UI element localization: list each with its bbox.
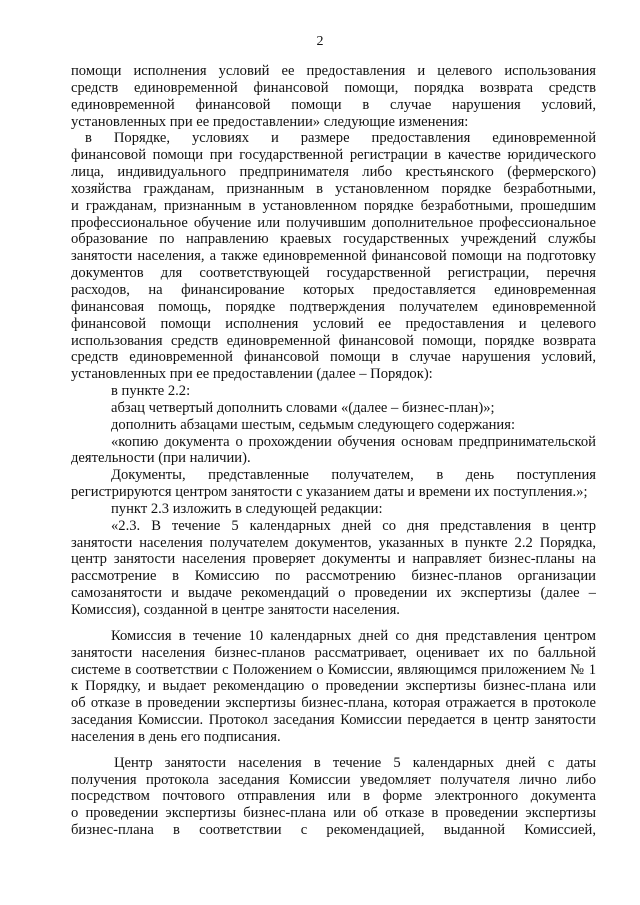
text-line: «копию документа о прохождении обучения основам предпринимательской — [111, 433, 596, 450]
text-line: установленных при ее предоставлении (далее – Порядок): — [71, 366, 433, 383]
text-line: расходов, на финансирование которых предоставляется единовременная — [71, 281, 596, 298]
text-line: Комиссия), созданной в центре занятости населения. — [71, 602, 400, 618]
document-body — [71, 63, 596, 839]
text-line: заседания Комиссии. Протокол заседания Комиссии передается в центр занятости — [71, 712, 596, 729]
text-line: получения протокола заседания Комиссии уведомляет получателя лично либо — [71, 771, 596, 788]
text-line: занятости населения, а также единовременной финансовой помощи на подготовку — [71, 248, 596, 265]
text-line: профессиональное обучение или получившим дополнительное профессиональное — [71, 214, 596, 231]
text-line: лица, индивидуального предпринимателя либо крестьянского (фермерского) — [71, 164, 596, 181]
text-line: о проведении экспертизы бизнес-плана или об отказе в проведении экспертизы — [71, 805, 596, 822]
text-line: занятости населения получателем документов, указанных в пункте 2.2 Порядка, — [71, 534, 596, 551]
text-line: регистрируются центром занятости с указанием даты и времени их поступления.»; — [71, 484, 588, 501]
text-line: абзац четвертый дополнить словами «(далее – бизнес-план)»; — [111, 399, 495, 416]
text-line: об отказе в проведении экспертизы бизнес-плана, которая отражается в протоколе — [71, 695, 596, 712]
page-number: 2 — [316, 34, 324, 49]
text-line: населения в день его подписания. — [71, 728, 281, 745]
text-line: «2.3. В течение 5 календарных дней со дня представления в центр — [111, 517, 596, 534]
text-line: использования средств единовременной финансовой помощи, порядке возврата — [71, 332, 596, 349]
text-line: посредством почтового отправления или в форме электронного документа — [71, 788, 596, 805]
text-line: установленных при ее предоставлении» следующие изменения: — [71, 113, 469, 130]
text-line: самозанятости и выдаче рекомендаций о проведении их экспертизы (далее – — [71, 585, 596, 602]
paragraph-gap — [71, 619, 596, 628]
text-line: центр занятости населения проверяет документы и направляет бизнес-планы на — [71, 551, 596, 568]
text-line: Комиссия в течение 10 календарных дней со дня представления центром — [111, 627, 596, 644]
text-line: деятельности (при наличии). — [71, 450, 251, 467]
text-line: помощи исполнения условий ее предоставления и целевого использования — [71, 63, 596, 79]
text-line: финансовой помощи исполнения условий ее предоставления и целевого — [71, 315, 596, 332]
text-line: и гражданам, признанным в установленном порядке безработными, прошедшим — [71, 197, 596, 214]
text-line: документов для соответствующей государственной регистрации, перечня — [71, 265, 596, 282]
text-line: системе в соответствии с Положением о Комиссии, являющимся приложением № 1 — [71, 661, 596, 678]
text-line: хозяйства гражданам, признанным в установленном порядке безработными, — [71, 180, 596, 197]
text-line: пункт 2.3 изложить в следующей редакции: — [111, 500, 383, 517]
text-line: единовременной финансовой помощи в случае нарушения условий, — [71, 96, 596, 113]
text-line: Центр занятости населения в течение 5 календарных дней с даты — [114, 754, 596, 771]
text-line: занятости населения бизнес-планов рассматривает, оценивает их по балльной — [71, 644, 596, 661]
text-line: финансовой помощи при государственной регистрации в качестве юридического — [71, 147, 596, 164]
text-line: финансовая помощь, порядке подтверждения получателем единовременной — [71, 298, 596, 315]
text-line: к Порядку, и выдает рекомендацию о проведении экспертизы бизнес-плана или — [71, 678, 596, 695]
text-line: средств единовременной финансовой помощи в случае нарушения условий, — [71, 349, 596, 366]
text-line: средств единовременной финансовой помощи, порядка возврата средств — [71, 79, 596, 96]
text-line: в пункте 2.2: — [111, 383, 191, 400]
text-line: рассмотрение в Комиссию по рассмотрению бизнес-планов организации — [71, 568, 596, 585]
text-line: дополнить абзацами шестым, седьмым следующего содержания: — [111, 416, 516, 433]
text-line: в Порядке, условиях и размере предоставления единовременной — [85, 130, 596, 147]
text-line: Документы, представленные получателем, в день поступления — [111, 467, 596, 484]
text-line: образование по направлению краевых государственных учреждений службы — [71, 231, 596, 248]
paragraph-gap — [71, 746, 596, 755]
text-line: бизнес-плана в соответствии с рекомендацией, выданной Комиссией, — [71, 822, 596, 839]
